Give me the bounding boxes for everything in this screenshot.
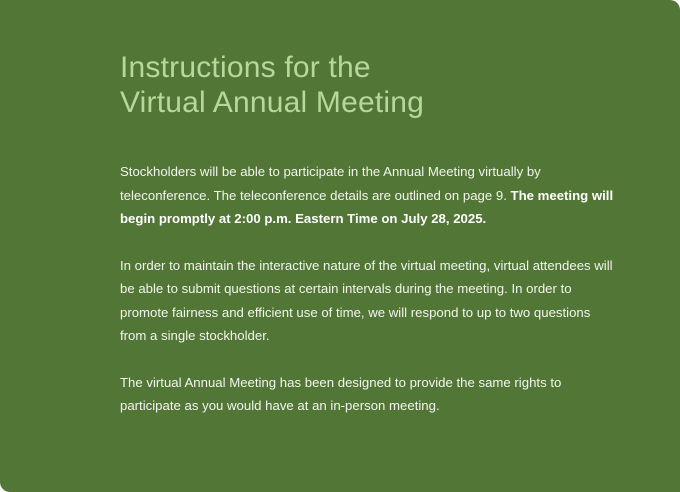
paragraph-teleconference — [120, 160, 620, 231]
instructions-content — [120, 50, 620, 418]
paragraph-rights: The virtual Annual Meeting has been designed to provide the same rights to participate as you would have at an in-person meeting. — [120, 374, 562, 413]
meeting-time-statement: The meeting will begin promptly at 2:00 p.m. Eastern Time on July 28, 2025. — [120, 187, 614, 226]
page-title — [120, 50, 620, 120]
paragraph-teleconference-text: Stockholders will be able to participate in the Annual Meeting virtually by teleconference. The teleconference details are outlined on page 9. — [120, 164, 541, 203]
paragraph-questions: In order to maintain the interactive nature of the virtual meeting, virtual attendees will be able to submit questions at certain intervals during the meeting. In order to promote fairness and efficient use of time, we will respond to up to two questions from a single stockholder. — [120, 257, 613, 343]
title-line-1: Instructions for the — [120, 51, 371, 84]
title-line-2: Virtual Annual Meeting — [120, 86, 425, 119]
